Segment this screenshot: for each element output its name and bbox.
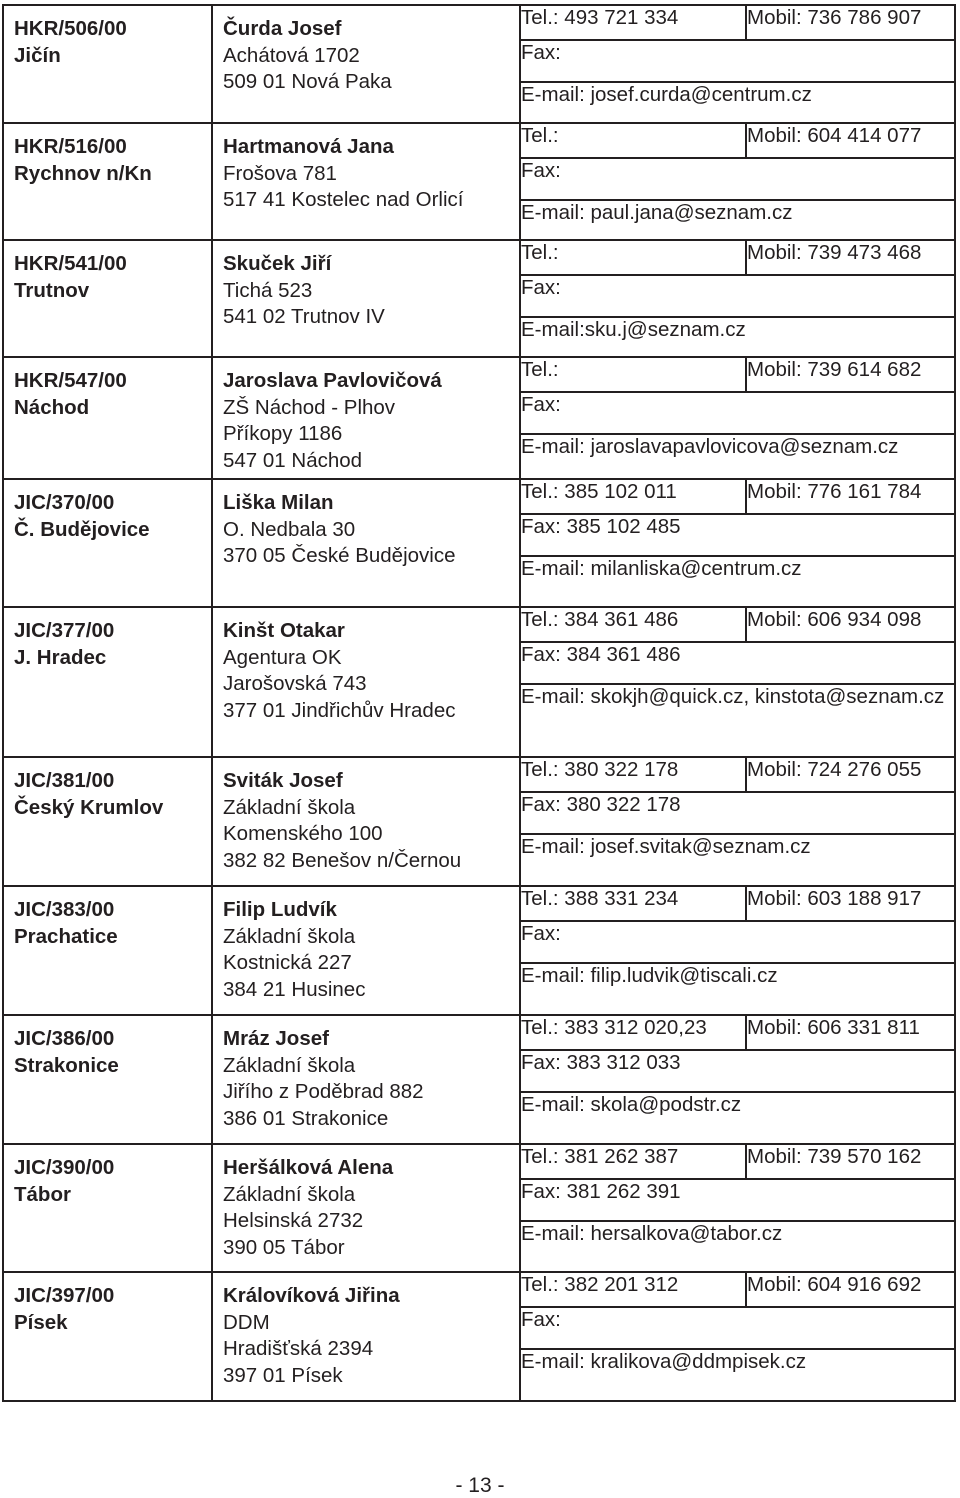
address-line: 384 21 Husinec (223, 977, 366, 1001)
mobil-value: Mobil: 739 614 682 (746, 358, 954, 392)
contact-name: Sviták Josef (223, 769, 343, 792)
address-line: Kostnická 227 (223, 951, 352, 974)
contact-info-cell (520, 240, 955, 357)
fax-value: Fax: 385 102 485 (521, 514, 954, 556)
region-place: Jičín (14, 43, 61, 67)
region-cell (3, 357, 212, 479)
address-line: Komenského 100 (223, 822, 383, 845)
region-code: JIC/383/00 (14, 898, 115, 921)
region-cell (3, 5, 212, 123)
contact-name: Kinšt Otakar (223, 619, 345, 642)
address-cell (212, 5, 520, 123)
address-line: 517 41 Kostelec nad Orlicí (223, 188, 464, 211)
region-code: JIC/370/00 (14, 491, 115, 514)
fax-value: Fax: (521, 392, 954, 434)
contact-name: Filip Ludvík (223, 898, 337, 921)
address-line: 386 01 Strakonice (223, 1106, 389, 1130)
region-code: JIC/377/00 (14, 619, 115, 642)
page-number: - 13 - (455, 1474, 505, 1497)
address-line: DDM (223, 1310, 270, 1334)
region-code: HKR/547/00 (14, 369, 127, 392)
tel-value: Tel.: 384 361 486 (521, 608, 746, 642)
address-line: 541 02 Trutnov IV (223, 305, 385, 328)
contact-info-cell (520, 357, 955, 479)
contact-info-cell (520, 757, 955, 886)
mobil-value: Mobil: 606 331 811 (746, 1016, 954, 1050)
address-line: Frošova 781 (223, 161, 337, 185)
address-line: Základní škola (223, 1053, 356, 1077)
directory-row (3, 1144, 955, 1272)
region-place: Český Krumlov (14, 795, 164, 819)
address-cell (212, 1272, 520, 1401)
email-value: E-mail: skola@podstr.cz (521, 1093, 742, 1116)
fax-value: Fax: (521, 275, 954, 317)
email-value: E-mail: kralikova@ddmpisek.cz (521, 1350, 807, 1373)
address-line: Hradišťská 2394 (223, 1337, 374, 1360)
mobil-value: Mobil: 604 916 692 (746, 1273, 954, 1307)
address-cell (212, 240, 520, 357)
address-line: Základní škola (223, 924, 356, 948)
contact-name: Čurda Josef (223, 17, 342, 40)
address-cell (212, 357, 520, 479)
tel-value: Tel.: (521, 124, 746, 158)
mobil-value: Mobil: 776 161 784 (746, 480, 954, 514)
region-place: Tábor (14, 1182, 71, 1206)
tel-value: Tel.: 380 322 178 (521, 758, 746, 792)
email-value: E-mail: josef.curda@centrum.cz (521, 83, 812, 106)
address-line: Příkopy 1186 (223, 422, 343, 445)
email-value: E-mail:sku.j@seznam.cz (521, 318, 746, 341)
directory-row (3, 357, 955, 479)
address-line: 377 01 Jindřichův Hradec (223, 698, 456, 722)
address-line: 509 01 Nová Paka (223, 70, 392, 93)
directory-row (3, 1015, 955, 1144)
region-code: JIC/390/00 (14, 1156, 115, 1179)
region-cell (3, 240, 212, 357)
directory-row (3, 240, 955, 357)
tel-value: Tel.: (521, 358, 746, 392)
fax-value: Fax: 380 322 178 (521, 792, 954, 834)
address-cell (212, 607, 520, 757)
tel-value: Tel.: 381 262 387 (521, 1145, 746, 1179)
address-line: 547 01 Náchod (223, 448, 363, 472)
address-line: 370 05 České Budějovice (223, 544, 456, 567)
region-code: JIC/381/00 (14, 769, 115, 792)
mobil-value: Mobil: 724 276 055 (746, 758, 954, 792)
region-cell (3, 1015, 212, 1144)
fax-value: Fax: (521, 40, 954, 82)
region-cell (3, 757, 212, 886)
mobil-value: Mobil: 604 414 077 (746, 124, 954, 158)
region-place: J. Hradec (14, 645, 107, 669)
tel-value: Tel.: (521, 241, 746, 275)
address-cell (212, 123, 520, 240)
region-place: Písek (14, 1310, 68, 1334)
email-value: E-mail: milanliska@centrum.cz (521, 557, 802, 580)
address-line: Tichá 523 (223, 278, 313, 302)
address-line: Agentura OK (223, 645, 342, 669)
region-cell (3, 479, 212, 607)
contact-name: Liška Milan (223, 491, 334, 514)
region-place: Rychnov n/Kn (14, 161, 152, 185)
contact-info-cell (520, 1144, 955, 1272)
fax-value: Fax: (521, 1307, 954, 1349)
mobil-value: Mobil: 736 786 907 (746, 6, 954, 40)
address-line: Achátová 1702 (223, 43, 360, 67)
address-cell (212, 479, 520, 607)
address-line: Jiřího z Poděbrad 882 (223, 1080, 424, 1103)
fax-value: Fax: 381 262 391 (521, 1179, 954, 1221)
fax-value: Fax: 383 312 033 (521, 1050, 954, 1092)
address-line: Základní škola (223, 1182, 356, 1206)
region-code: HKR/516/00 (14, 135, 127, 158)
directory-row (3, 607, 955, 757)
region-place: Trutnov (14, 278, 90, 302)
contact-info-cell (520, 607, 955, 757)
mobil-value: Mobil: 606 934 098 (746, 608, 954, 642)
address-cell (212, 886, 520, 1015)
contact-name: Heršálková Alena (223, 1156, 394, 1179)
tel-value: Tel.: 383 312 020,23 (521, 1016, 746, 1050)
region-place: Náchod (14, 395, 90, 419)
address-line: 382 82 Benešov n/Černou (223, 848, 462, 872)
address-line: O. Nedbala 30 (223, 517, 356, 541)
contact-directory-table (2, 4, 956, 1402)
contact-info-cell (520, 1272, 955, 1401)
tel-value: Tel.: 385 102 011 (521, 480, 746, 514)
mobil-value: Mobil: 739 570 162 (746, 1145, 954, 1179)
tel-value: Tel.: 493 721 334 (521, 6, 746, 40)
contact-info-cell (520, 886, 955, 1015)
region-code: JIC/397/00 (14, 1284, 115, 1307)
tel-value: Tel.: 382 201 312 (521, 1273, 746, 1307)
contact-name: Jaroslava Pavlovičová (223, 369, 442, 392)
contact-name: Královíková Jiřina (223, 1284, 400, 1307)
directory-row (3, 123, 955, 240)
address-line: 390 05 Tábor (223, 1235, 345, 1259)
email-value: E-mail: hersalkova@tabor.cz (521, 1222, 783, 1245)
region-cell (3, 1272, 212, 1401)
tel-value: Tel.: 388 331 234 (521, 887, 746, 921)
region-place: Č. Budějovice (14, 517, 150, 541)
address-line: Jarošovská 743 (223, 672, 367, 695)
address-cell (212, 1015, 520, 1144)
address-line: Helsinská 2732 (223, 1209, 364, 1232)
contact-info-cell (520, 5, 955, 123)
email-value: E-mail: jaroslavapavlovicova@seznam.cz (521, 435, 899, 458)
address-cell (212, 757, 520, 886)
mobil-value: Mobil: 603 188 917 (746, 887, 954, 921)
contact-name: Skuček Jiří (223, 252, 332, 275)
directory-row (3, 479, 955, 607)
fax-value: Fax: (521, 158, 954, 200)
contact-name: Hartmanová Jana (223, 135, 394, 158)
address-cell (212, 1144, 520, 1272)
region-cell (3, 607, 212, 757)
address-line: Základní škola (223, 795, 356, 819)
address-line: ZŠ Náchod - Plhov (223, 395, 396, 419)
directory-row (3, 1272, 955, 1401)
directory-row (3, 757, 955, 886)
directory-row (3, 886, 955, 1015)
contact-name: Mráz Josef (223, 1027, 329, 1050)
email-value: E-mail: paul.jana@seznam.cz (521, 201, 793, 224)
contact-info-cell (520, 123, 955, 240)
contact-info-cell (520, 479, 955, 607)
mobil-value: Mobil: 739 473 468 (746, 241, 954, 275)
contact-info-cell (520, 1015, 955, 1144)
region-code: HKR/541/00 (14, 252, 127, 275)
fax-value: Fax: 384 361 486 (521, 642, 954, 684)
region-place: Strakonice (14, 1053, 119, 1077)
region-code: HKR/506/00 (14, 17, 127, 40)
region-cell (3, 1144, 212, 1272)
email-value: E-mail: skokjh@quick.cz, kinstota@seznam.cz (521, 685, 945, 708)
region-cell (3, 886, 212, 1015)
region-cell (3, 123, 212, 240)
email-value: E-mail: josef.svitak@seznam.cz (521, 835, 811, 858)
region-place: Prachatice (14, 924, 118, 948)
email-value: E-mail: filip.ludvik@tiscali.cz (521, 964, 778, 987)
region-code: JIC/386/00 (14, 1027, 115, 1050)
fax-value: Fax: (521, 921, 954, 963)
directory-row (3, 5, 955, 123)
address-line: 397 01 Písek (223, 1363, 343, 1387)
